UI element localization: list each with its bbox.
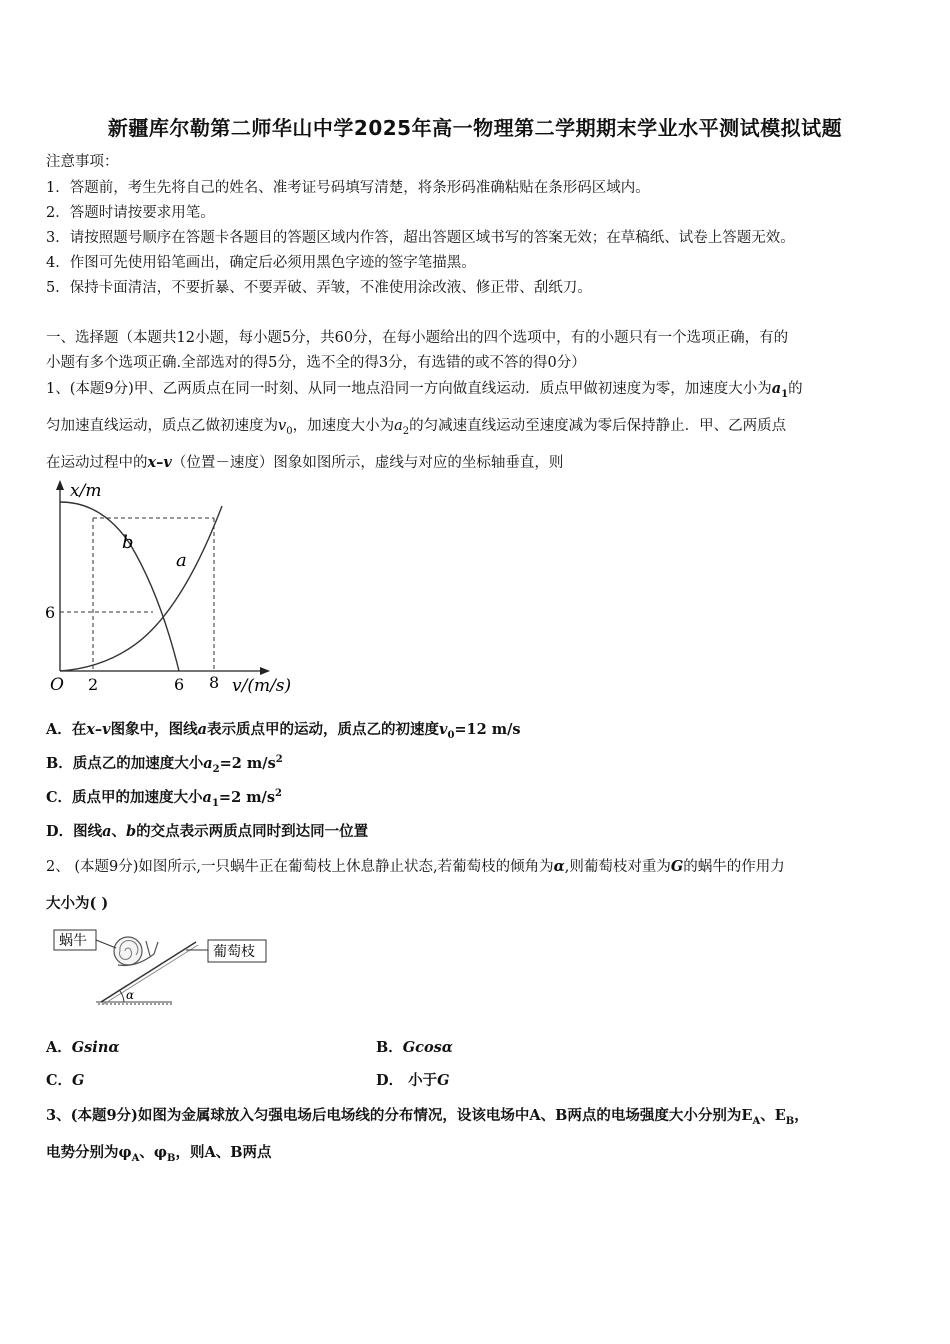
curve-b [60, 502, 179, 671]
q3-text: 电势分别为φ [46, 1144, 132, 1161]
snail-pointer [96, 940, 116, 948]
notice-item: 5．保持卡面清洁，不要折暴、不要弄破、弄皱，不准使用涂改液、修正带、刮纸刀。 [46, 280, 592, 296]
q1-text: 1、(本题9分)甲、乙两质点在同一时刻、从同一地点沿同一方向做直线运动．质点甲做初速度为零，加速度大小为 [46, 381, 772, 397]
q3-text: 、φ [139, 1144, 168, 1161]
curve-b-label: b [122, 532, 134, 553]
option-text: C．质点甲的加速度大小 [46, 789, 203, 806]
q3-sub: A [131, 1152, 140, 1164]
q2-line2: 大小为( ) [46, 895, 109, 912]
q1-line1 [46, 377, 803, 400]
snail-figure [46, 924, 272, 1008]
notice-item: 4．作图可先使用铅笔画出，确定后必须用黑色字迹的签字笔描黑。 [46, 255, 476, 271]
notice-item: 2．答题时请按要求用笔。 [46, 205, 215, 221]
q2-text: 的蜗牛的作用力 [683, 859, 785, 875]
x-tick-label: 8 [209, 673, 220, 692]
option-text: 2 [275, 788, 282, 800]
q3-line1 [46, 1104, 809, 1127]
x-tick-label: 2 [88, 675, 99, 694]
q1-text: 匀加速直线运动，质点乙做初速度为 [46, 418, 278, 434]
q1-option-b [46, 752, 283, 775]
q2-option-b [376, 1036, 453, 1057]
option-text: D． 小于 [376, 1072, 438, 1089]
section-header-line1: 一、选择题（本题共12小题，每小题5分，共60分，在每小题给出的四个选项中，有的小题只有一个选项正确，有的 [46, 330, 789, 346]
q3-text: 3、(本题9分)如图为金属球放入匀强电场后电场线的分布情况，设该电场中A、B两点的电场强度大小分别为E [46, 1107, 753, 1124]
option-text: 1 [211, 797, 219, 809]
option-text: =2 m/s [218, 789, 276, 806]
angle-label: α [126, 988, 135, 1002]
q3-line2 [46, 1141, 271, 1164]
q1-v0-sub: 0 [286, 425, 293, 437]
option-text: =2 m/s [219, 755, 276, 772]
q2-option-a [46, 1036, 120, 1057]
option-text: a [203, 755, 213, 772]
page-title: 新疆库尔勒第二师华山中学2025年高一物理第二学期期末学业水平测试模拟试题 [107, 116, 843, 140]
section-header-line2: 小题有多个选项正确.全部选对的得5分，选不全的得3分，有选错的或不答的得0分） [46, 355, 586, 371]
curve-a-label: a [176, 550, 187, 571]
option-text: x–v [86, 721, 111, 738]
q1-option-d [46, 820, 368, 841]
q1-line2 [46, 414, 786, 437]
q1-text: 在运动过程中的 [46, 455, 148, 471]
curve-a [60, 506, 222, 671]
option-text: G [72, 1072, 85, 1089]
option-text: B． [376, 1039, 403, 1056]
option-text: 2 [212, 763, 220, 775]
option-text: 的交点表示两质点同时到达同一位置 [136, 823, 369, 840]
q3-text: ， [794, 1107, 809, 1124]
option-text: =12 m/s [454, 721, 521, 738]
option-text: G [437, 1072, 450, 1089]
q1-a2: a [394, 418, 403, 434]
option-text: v [439, 721, 448, 738]
option-text: b [125, 823, 137, 840]
q2-text: 2、 (本题9分)如图所示,一只蜗牛正在葡萄枝上休息静止状态,若葡萄枝的倾角为 [46, 859, 554, 875]
xv-graph [40, 476, 300, 698]
option-text: 0 [447, 729, 455, 741]
q2-alpha: α [553, 858, 565, 875]
option-text: 、 [111, 823, 126, 840]
option-text: Gcosα [402, 1039, 453, 1056]
option-text: 图象中，图线 [110, 721, 198, 738]
q2-text: ,则葡萄枝对重为 [564, 859, 671, 875]
q1-xv: x–v [147, 454, 172, 471]
option-text: a [202, 789, 212, 806]
q3-text: 、E [760, 1107, 786, 1124]
q1-a1-sub: 1 [781, 388, 789, 400]
q1-text: 的匀减速直线运动至速度减为零后保持静止．甲、乙两质点 [409, 418, 787, 434]
q1-text: 的 [788, 381, 803, 397]
notice-heading: 注意事项： [46, 154, 119, 170]
q1-a2-sub: 2 [402, 425, 410, 437]
q2-line1 [46, 855, 785, 876]
q1-option-a [46, 718, 521, 741]
notice-item: 1．答题前，考生先将自己的姓名、准考证号码填写清楚，将条形码准确粘贴在条形码区域内。 [46, 180, 650, 196]
q3-sub: A [752, 1115, 761, 1127]
x-axis-arrow [260, 667, 270, 675]
option-text: A． [46, 1039, 72, 1056]
x-tick-label: 6 [174, 675, 185, 694]
option-text: D．图线 [46, 823, 103, 840]
q2-option-d [376, 1069, 450, 1090]
option-text: A．在 [46, 721, 87, 738]
q2-option-c [46, 1069, 84, 1090]
q1-option-c [46, 786, 282, 809]
origin-label: O [50, 675, 64, 695]
q1-text: （位置－速度）图象如图所示，虚线与对应的坐标轴垂直，则 [171, 455, 564, 471]
option-text: B．质点乙的加速度大小 [46, 755, 204, 772]
q1-a1: a [771, 380, 782, 397]
x-axis-label: v/(m/s) [232, 676, 292, 696]
notice-item: 3．请按照题号顺序在答题卡各题目的答题区域内作答，超出答题区域书写的答案无效；在草稿纸、试卷上答题无效。 [46, 230, 795, 246]
branch-label: 葡萄枝 [213, 944, 255, 960]
option-text: 表示质点甲的运动，质点乙的初速度 [207, 721, 439, 738]
q3-sub: B [785, 1115, 795, 1127]
snail-label: 蜗牛 [59, 933, 87, 949]
y-axis-label: x/m [70, 481, 102, 501]
option-text: C． [46, 1072, 73, 1089]
y-tick-label: 6 [45, 603, 56, 622]
y-axis-arrow [56, 480, 64, 490]
option-text: Gsinα [71, 1039, 120, 1056]
q1-text: ，加速度大小为 [292, 418, 395, 434]
q1-line3 [46, 451, 563, 472]
q3-sub: B [167, 1152, 176, 1164]
q2-g: G [670, 858, 684, 875]
option-text: a [102, 823, 112, 840]
q3-text: ，则A、B两点 [175, 1144, 272, 1161]
q1-v0: v [278, 418, 287, 434]
option-text: a [197, 721, 207, 738]
option-text: 2 [275, 754, 283, 766]
